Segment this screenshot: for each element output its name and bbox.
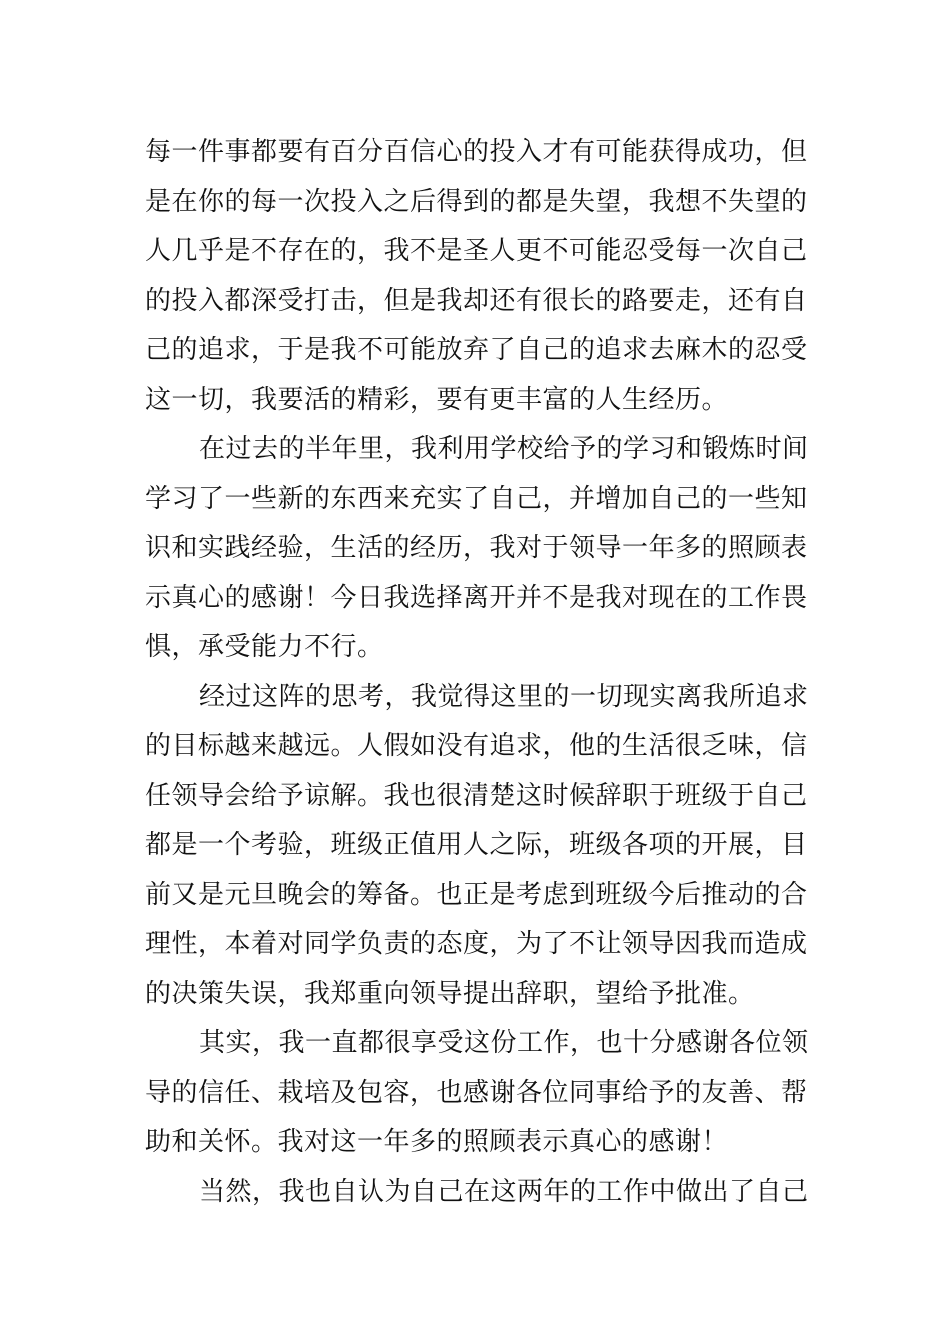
text-line: 其实，我一直都很享受这份工作，也十分感谢各位领 — [199, 1028, 809, 1058]
text-line: 在过去的半年里，我利用学校给予的学习和锻炼时间 — [199, 434, 809, 464]
text-line: 己的追求，于是我不可能放弃了自己的追求去麻木的忍受 — [145, 335, 808, 365]
text-line: 的决策失误，我郑重向领导提出辞职，望给予批准。 — [145, 978, 755, 1009]
text-line: 是在你的每一次投入之后得到的都是失望，我想不失望的 — [145, 186, 808, 217]
text-line: 示真心的感谢！今日我选择离开并不是我对现在的工作畏 — [145, 582, 808, 613]
text-line: 每一件事都要有百分百信心的投入才有可能获得成功，但 — [145, 137, 808, 167]
text-line: 的投入都深受打击，但是我却还有很长的路要走，还有自 — [145, 285, 808, 316]
body-text — [145, 128, 810, 1217]
text-line: 识和实践经验，生活的经历，我对于领导一年多的照顾表 — [145, 533, 808, 563]
text-line: 任领导会给予谅解。我也很清楚这时候辞职于班级于自己 — [145, 780, 808, 811]
text-line: 都是一个考验，班级正值用人之际，班级各项的开展，目 — [145, 830, 808, 860]
text-line: 理性，本着对同学负责的态度，为了不让领导因我而造成 — [145, 929, 808, 959]
text-line: 惧，承受能力不行。 — [145, 632, 384, 662]
text-line: 助和关怀。我对这一年多的照顾表示真心的感谢！ — [145, 1127, 729, 1157]
text-line: 的目标越来越远。人假如没有追求，他的生活很乏味，信 — [145, 731, 808, 761]
text-line: 学习了一些新的东西来充实了自己，并增加自己的一些知 — [145, 483, 808, 514]
text-line: 这一切，我要活的精彩，要有更丰富的人生经历。 — [145, 384, 729, 415]
text-line: 人几乎是不存在的，我不是圣人更不可能忍受每一次自己 — [145, 236, 808, 266]
text-line: 前又是元旦晚会的筹备。也正是考虑到班级今后推动的合 — [145, 879, 808, 910]
text-line: 当然，我也自认为自己在这两年的工作中做出了自己 — [199, 1176, 809, 1207]
text-line: 导的信任、栽培及包容，也感谢各位同事给予的友善、帮 — [145, 1077, 808, 1108]
text-line: 经过这阵的思考，我觉得这里的一切现实离我所追求 — [199, 681, 809, 712]
